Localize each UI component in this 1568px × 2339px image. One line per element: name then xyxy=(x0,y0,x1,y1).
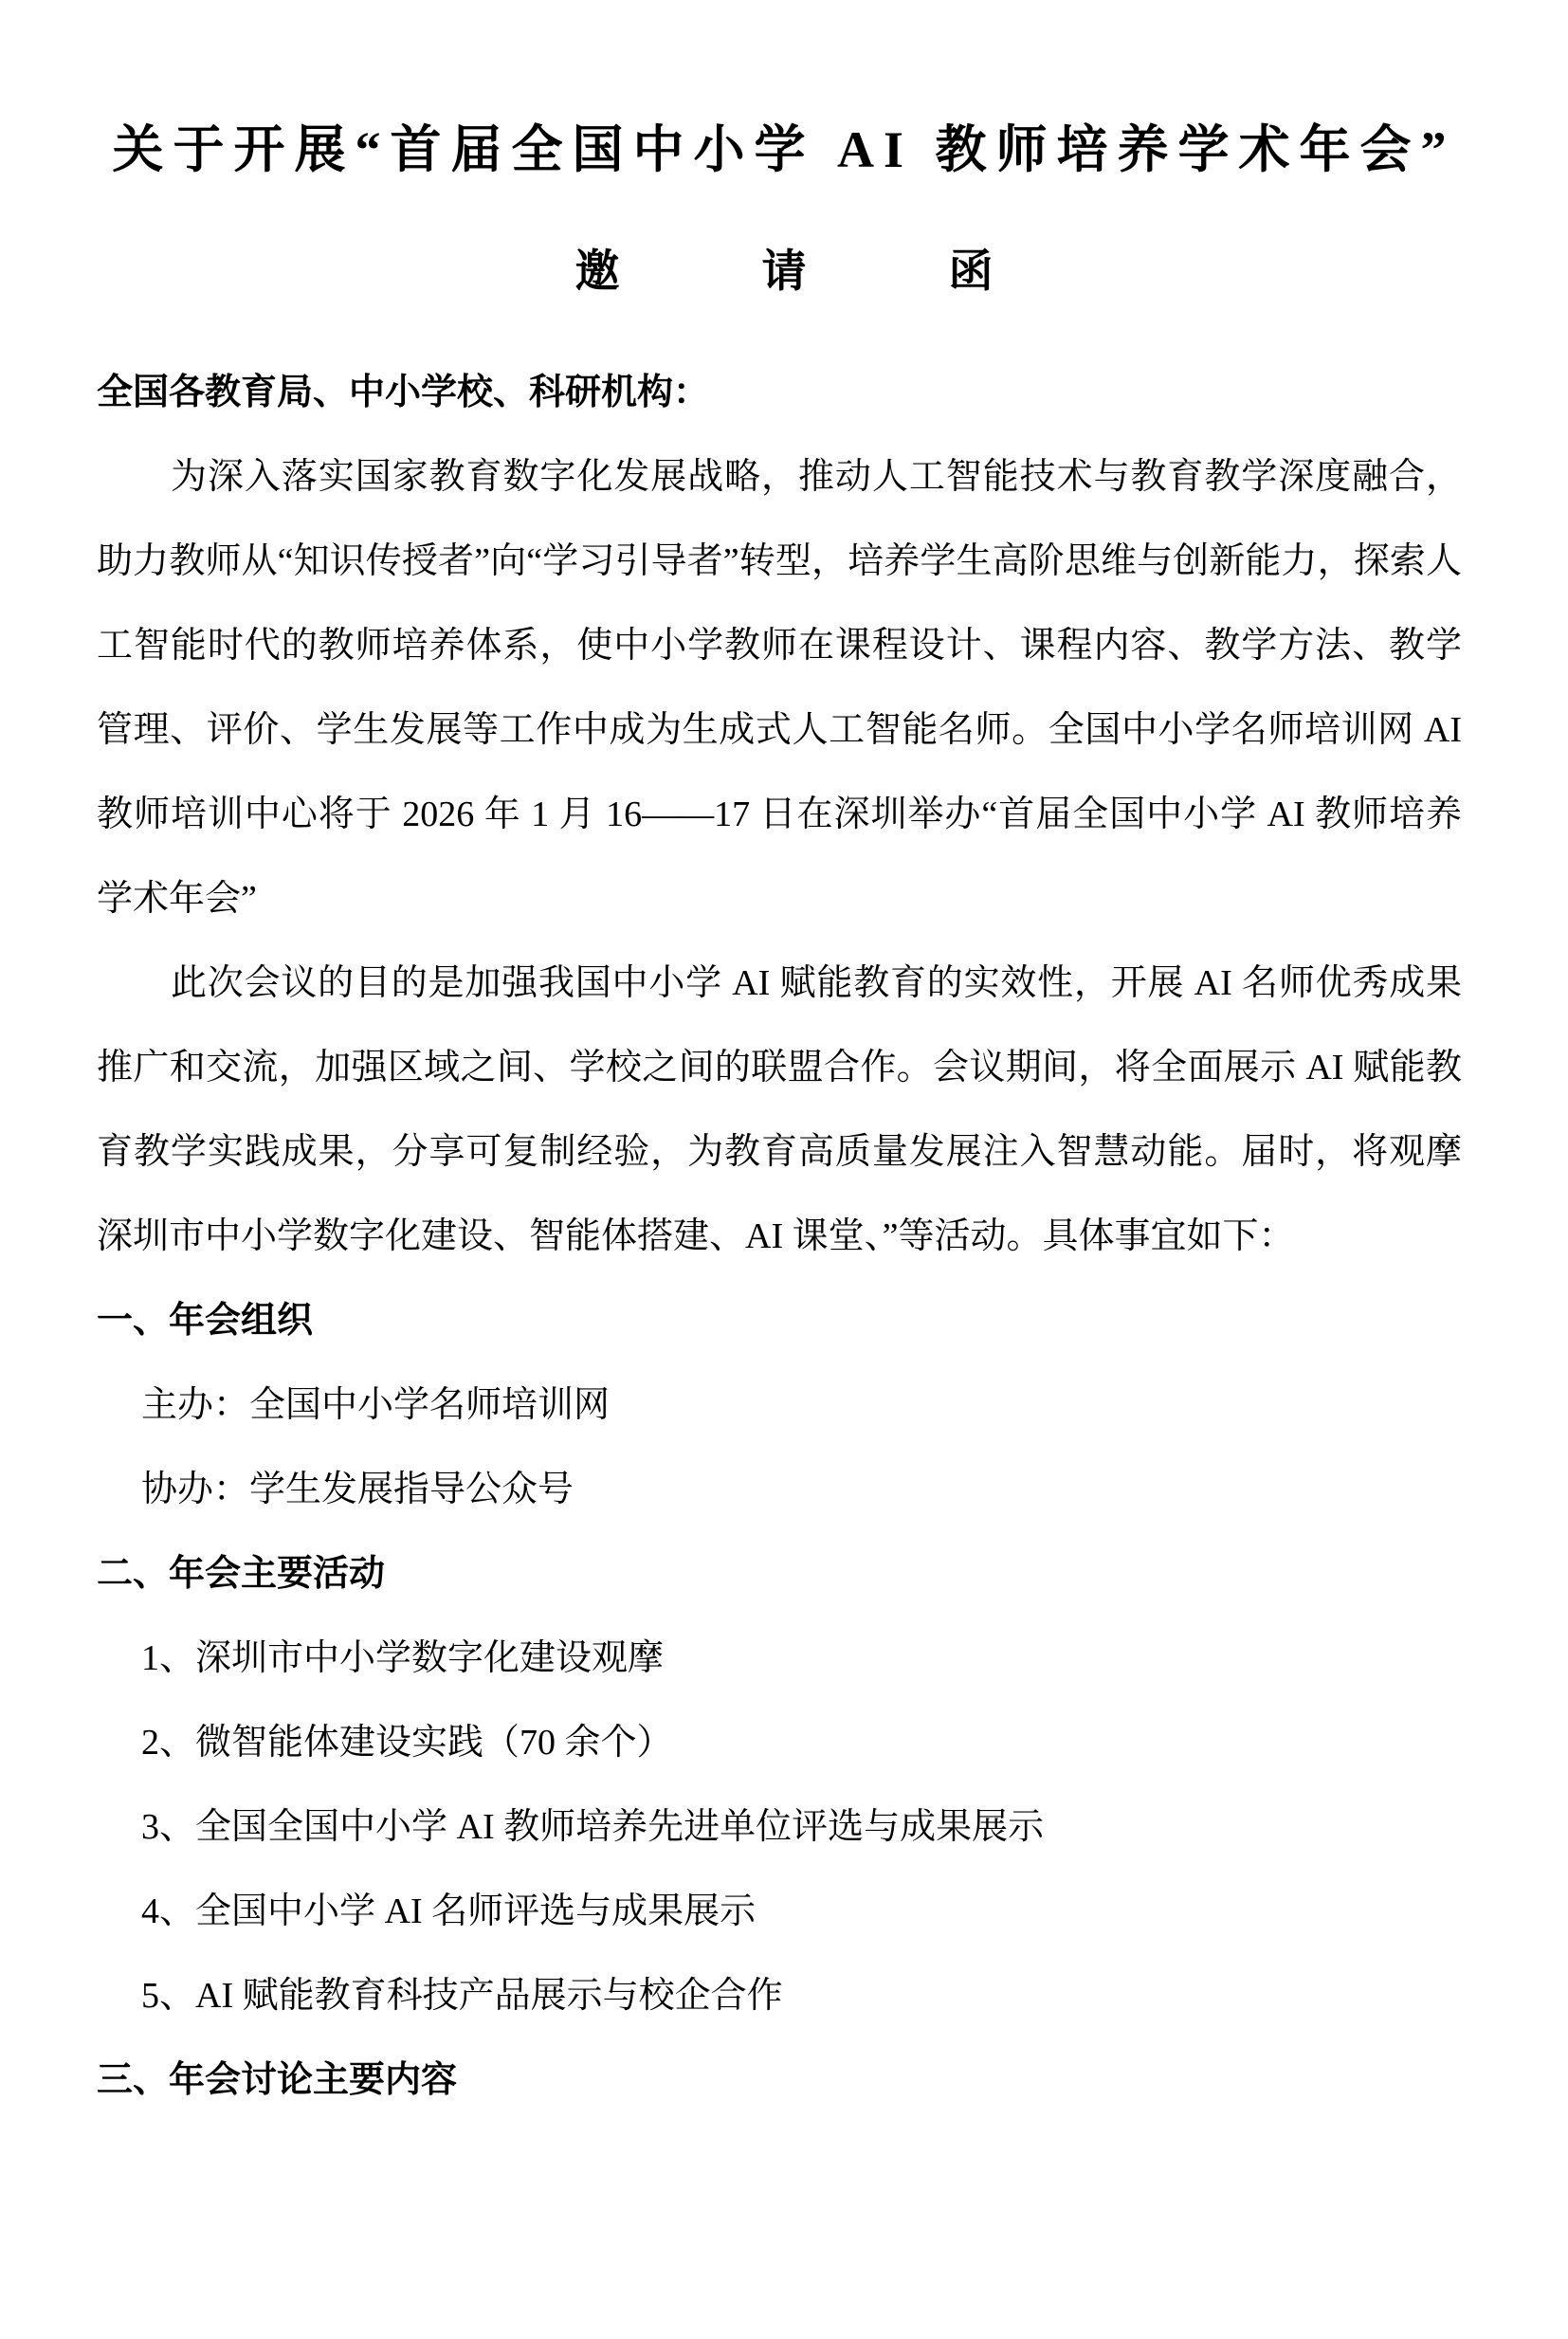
document-subtitle xyxy=(0,247,1568,298)
section-2-item-2: 2、微智能体建设实践（70 余个） xyxy=(141,1723,673,1763)
document-page xyxy=(0,121,1568,2339)
section-2-item-3: 3、全国全国中小学 AI 教师培养先进单位评选与成果展示 xyxy=(141,1807,1045,1847)
subtitle-char-2: 请 xyxy=(761,247,807,297)
invitation-letter xyxy=(0,121,1568,2339)
section-1-item-cohost: 协办：学生发展指导公众号 xyxy=(141,1470,574,1509)
section-3-heading: 三、年会讨论主要内容 xyxy=(97,2060,458,2100)
section-2-item-1: 1、深圳市中小学数字化建设观摩 xyxy=(141,1638,665,1678)
document-body xyxy=(97,351,1462,2123)
section-2-heading: 二、年会主要活动 xyxy=(97,1554,386,1594)
section-2-item-5: 5、AI 赋能教育科技产品展示与校企合作 xyxy=(141,1976,783,2016)
subtitle-char-3: 函 xyxy=(948,247,994,297)
intro-paragraph-1: 为深入落实国家教育数字化发展战略，推动人工智能技术与教育教学深度融合，助力教师从“知识传授者”向“学习引导者”转型，培养学生高阶思维与创新能力，探索人工智能时代的教师培养体系，使中小学教师在课程设计、课程内容、教学方法、教学管理、评价、学生发展等工作中成为生成式人工智能名师。全国中小学名师培训网 AI 教师培训中心将于 2026 年 1 月 16——17 日在深圳举办“首届全国中小学 AI 教师培养学术年会” xyxy=(97,457,1462,919)
section-1-item-host: 主办：全国中小学名师培训网 xyxy=(141,1385,611,1425)
document-title: 关于开展“首届全国中小学 AI 教师培养学术年会” xyxy=(112,121,1456,178)
intro-paragraph-2: 此次会议的目的是加强我国中小学 AI 赋能教育的实效性，开展 AI 名师优秀成果推广和交流，加强区域之间、学校之间的联盟合作。会议期间，将全面展示 AI 赋能教育教学实践成果，分享可复制经验，为教育高质量发展注入智慧动能。届时，将观摩深圳市中小学数字化建设、智能体搭建、AI 课堂、”等活动。具体事宜如下： xyxy=(97,963,1462,1256)
subtitle-char-1: 邀 xyxy=(574,247,620,297)
section-2-item-4: 4、全国中小学 AI 名师评选与成果展示 xyxy=(141,1891,757,1931)
salutation: 全国各教育局、中小学校、科研机构： xyxy=(97,373,710,412)
section-1-heading: 一、年会组织 xyxy=(97,1301,314,1341)
